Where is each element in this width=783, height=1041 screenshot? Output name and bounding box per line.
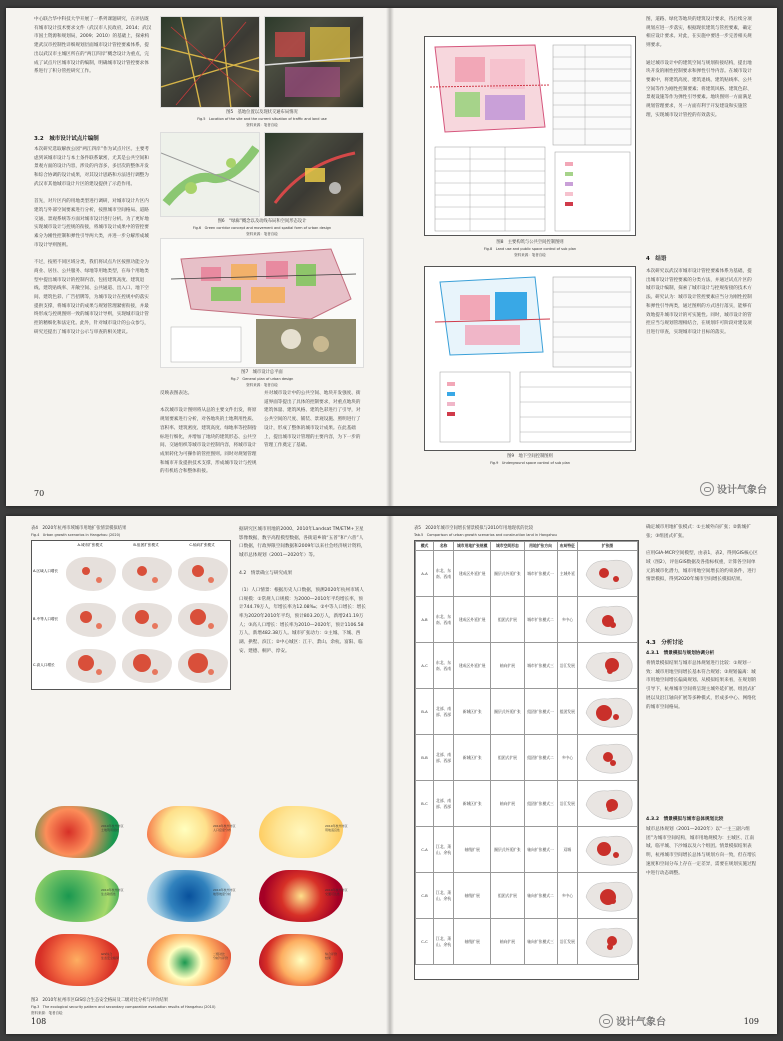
table-cell-c5: 轴向扩张模式二	[524, 873, 557, 919]
table5	[414, 540, 639, 980]
table-cell-code: A-B	[416, 597, 434, 643]
table-cell-c4: 轴向扩展	[491, 919, 524, 965]
table-cell-c5: 轴向扩张模式三	[524, 919, 557, 965]
wechat-icon-2	[599, 1014, 613, 1028]
table-cell-c3: 新城区扩张	[454, 781, 491, 827]
table-cell-map	[578, 689, 638, 735]
fig9-caption-en: Fig.9 Underground space control of sub plan	[490, 461, 570, 465]
table-cell-c4: 轴向扩展	[491, 643, 524, 689]
text-right-col: 图，道路、绿化等地块的建筑设计要求，待后续分项规划应进一步落实，根据现状建筑与管控要素，确定相应设计要求。对此，在实施中要进一步完善相关规则要求。 通过城市设计中的建筑空间与规划衔接结构，提出地块开发的刚性控制要求和弹性引导内容。在城市设计要素中，将建筑高度、建筑退线、建筑贴线率、公共空间等作为刚性控制要素；将建筑风格、建筑色彩、景观设施等作为弹性引导要素。地块图则一方面满足规划管理要求，另一方面有利于开发建设和实施管理，实现城市设计管控的有效落实。	[646, 17, 752, 118]
scenario-header-b: B.组团扩张模式	[133, 543, 159, 547]
table-cell-c3: 新城区扩张	[454, 735, 491, 781]
table-cell-c3: 建成区外延扩展	[454, 597, 491, 643]
page-71	[394, 8, 777, 506]
watermark-2	[599, 1013, 666, 1028]
heatmap-label: 2010年杭州市区 生态敏感性	[101, 888, 124, 896]
text-col2-bottom: 反映表图表达。 本次城市设计图则将从总的主要文件出发，将原规划要素进行分析，对各地块的土地利用性质、容积率、建筑密度、建筑高度、绿地率等控制指标进行细化，并增加了地块的建筑形态、公共空间、交通组织等城市设计控制内容，将城市设计成果转化为可操作的管控图则。同时对规划管理和城市开发提供技术支撑，形成城市设计与控规的有机结合和整体衔接。	[160, 391, 257, 475]
table-cell-c4: 轴向扩展	[491, 781, 524, 827]
section-heading-3-2: 3.2 城市设计试点片编制	[34, 136, 99, 142]
fig8-source: 资料来源：笔者自绘	[514, 253, 546, 257]
scenario-map	[174, 551, 231, 595]
table-cell-c5: 轴向扩张模式一	[524, 827, 557, 873]
fig5-map-left	[160, 16, 260, 108]
watermark-text: 设计气象台	[717, 485, 767, 496]
table-row	[416, 597, 638, 643]
page-number: 70	[34, 489, 45, 498]
fig8-caption-en: Fig.8 Land use and public space control of sub plan	[483, 247, 577, 251]
fig7-caption-en: Fig.7 General plan of urban design	[230, 377, 294, 381]
heatmap	[31, 866, 123, 926]
heatmap	[31, 930, 123, 990]
table-row	[416, 689, 638, 735]
master-plan-icon	[161, 239, 364, 368]
table-cell-c5: 组团扩张模式三	[524, 781, 557, 827]
table4-title: 表4 2020年杭州市域城市用地扩张情景模拟结果	[31, 526, 127, 531]
table-cell-map	[578, 735, 638, 781]
table-cell-c4: 组团式扩展	[491, 873, 524, 919]
table-cell-map	[578, 873, 638, 919]
section-heading-4-3-1: 4.3.1 情景模拟与规划协调分析	[646, 651, 715, 656]
table-row	[416, 827, 638, 873]
expansion-map-icon	[580, 829, 636, 869]
th-map: 扩张图	[578, 542, 638, 551]
heatmap-label: 2010年杭州市区 地形坡度分析	[213, 888, 236, 896]
scenario-row-a: A.区域人口增长	[33, 569, 59, 573]
table5-title: 表5 2020年城市空间增长情景模拟与2010年用地现状的比较	[414, 526, 534, 531]
table-cell-code: B-B	[416, 735, 434, 781]
fig8-control-plan	[424, 36, 636, 236]
fig7-source: 资料来源：笔者自绘	[246, 383, 278, 387]
fig3-caption: 图3 2010年杭州市区GIS综合生态安全格局及二级对比分析与评价结果	[31, 998, 169, 1003]
table5-title-en: Tab.5 Comparison of urban growth scenarios and construction land in Hangzhou	[414, 533, 557, 537]
table-cell-c6: 沿江发展	[557, 643, 577, 689]
table-cell-c5: 组团扩张模式二	[524, 735, 557, 781]
scenario-map	[62, 643, 120, 687]
fig5-caption: 图5 基地位置以及现状交通布局情况	[226, 110, 298, 115]
table-cell-c6: 多中心	[557, 597, 577, 643]
scenario-map	[174, 597, 231, 641]
table-cell-c6: 多中心	[557, 735, 577, 781]
table-cell-code: C-C	[416, 919, 434, 965]
table-row	[416, 781, 638, 827]
table-cell-c3: 建成区外延扩展	[454, 643, 491, 689]
table-row	[416, 919, 638, 965]
expansion-map-icon	[580, 783, 636, 823]
control-plan-map-icon	[425, 37, 636, 236]
table-cell-c3: 轴线扩展	[454, 873, 491, 919]
table-row	[416, 643, 638, 689]
table-cell-name: 东北、东南、西南	[434, 551, 454, 597]
table-cell-code: C-B	[416, 873, 434, 919]
table-cell-c5: 城市扩张模式二	[524, 597, 557, 643]
fig6-caption-en: Fig.6 Green corridor concept and movement and spatial form of urban design	[192, 226, 332, 230]
heatmap	[255, 802, 347, 862]
scenario-header-c: C.轴向扩张模式	[189, 543, 215, 547]
spine-2	[386, 516, 394, 1034]
table-cell-code: A-A	[416, 551, 434, 597]
spatial-form-icon	[265, 133, 364, 217]
th-mode: 模式	[416, 542, 434, 551]
fig3-source: 资料来源：笔者自绘	[31, 1011, 63, 1015]
table-cell-c3: 轴线扩展	[454, 827, 491, 873]
table-cell-name: 江北、萧山、余杭	[434, 827, 454, 873]
expansion-map-icon	[580, 875, 636, 915]
fig9-caption: 图9 地下空间控制图则	[507, 454, 553, 459]
text-109-col2: 将情景模拟结果与城市总体规划进行比较：①规划一致：城市用地空间增长基本符合规划；②规划偏离：城市用地空间增长偏离规划。从模拟结果来看，在规划的引导下，杭州城市空间将呈现主城外延扩展、组团式扩展以及沿江轴向扩展等多种模式，形成多中心、网络化的城市空间格局。	[646, 661, 757, 710]
scenario-row-c: C.高人口增长	[33, 663, 55, 667]
table-cell-c4: 组团式扩展	[491, 597, 524, 643]
table-cell-c4: 圈层式外延扩张	[491, 689, 524, 735]
table-cell-name: 东北、东南、西南	[434, 597, 454, 643]
table-cell-code: B-A	[416, 689, 434, 735]
table-cell-code: A-C	[416, 643, 434, 689]
table-cell-map	[578, 919, 638, 965]
text-109-col1: 确定城市用地扩张模式：①主城外向扩张；②新城扩张；③组团式扩张。 应用GIA-MCR空间模型，由表1，表2，得到GIS核心区域（图2），评估GIS数据及各指标权重，计算各空间单元的城市化潜力，城市用地空间增长的约束条件，进行情景模拟，得到2020年城市空间增长模拟结果。	[646, 525, 758, 583]
table-cell-map	[578, 551, 638, 597]
table-cell-c6: 沿江发展	[557, 919, 577, 965]
th-name: 名称	[434, 542, 454, 551]
fig7-master-plan	[160, 238, 364, 368]
fig5-caption-en: Fig.5 Location of the site and the current situation of traffic and land use	[197, 117, 327, 121]
page-70	[6, 8, 390, 506]
scenario-grid	[31, 540, 231, 690]
landuse-map-icon	[265, 17, 364, 108]
table-cell-c3: 轴线扩展	[454, 919, 491, 965]
heatmap	[143, 930, 235, 990]
section-heading-4-3-2: 4.3.2 情景模拟与城市总体规划比较	[646, 817, 724, 822]
scenario-row-b: B.中等人口增长	[33, 617, 59, 621]
watermark-text-2: 设计气象台	[616, 1017, 666, 1028]
th-scale: 城市用地扩张规模	[454, 542, 491, 551]
heatmap-label: 二级对比 分析与评价	[213, 952, 229, 960]
table-row	[416, 873, 638, 919]
table-cell-name: 江北、萧山、余杭	[434, 873, 454, 919]
expansion-map-icon	[580, 737, 636, 777]
th-form: 城市空间形态	[491, 542, 524, 551]
scenario-map	[62, 551, 120, 595]
text-108-col: 据研究区城市用地的2000、2010年Landsat TM/ETM+卫星影像数据，数字高程模型数据，各街道乡镇“五普”和“六普”人口数据，行政界限空间数据和2009年以来社会经济统计资料，城市总体规划（2001—2020年）等。 4.2 情景确立与研究成果 （1）人口情景：根据历史人口数据，预测2020年杭州市域人口规模：①常规人口规模：为2000—2010年平均增长率，预计744.79万人，年增长率为12.08‰；②中等人口增长：增长率为2020年2010年平均，预计803.20万人，新增241.19万人；③高人口增长：增长率为2010—2020年，预计1106.58万人，新增482.38万人。城市扩张动力：①主城、下城、西湖、拱墅、滨江；②中心城区：江干、萧山、余杭、富阳、临安、建德、桐庐、淳安。	[239, 527, 366, 654]
comparison-table	[415, 541, 638, 965]
table-cell-c3: 新城区扩张	[454, 689, 491, 735]
table-cell-c4: 圈层式外延扩张	[491, 551, 524, 597]
table-cell-c4: 组团式扩展	[491, 735, 524, 781]
heatmap	[31, 802, 123, 862]
scenario-map	[62, 597, 120, 641]
text-col1-top: 中心联合华中科技大学开展了一系列课题研究，在评估既有城市设计技术要求文件（武汉市人民政府，2014；武汉市国土资源和规划局，2009；2010）的基础上，探索构建武汉市控制性详细规划层面城市设计管控要素体系，提出以武汉市主城区所在的“两江四岸”概念设计为重点，完成了试点片区城市设计的编制，明确城市设计管控要求体系进行了积分管控研究工作。	[34, 17, 152, 75]
table-row	[416, 735, 638, 781]
text-col1-body: 本次研究选取解放公园“两江四岸”作为试点片区。主要考虑到该城市设计与本土条件联系紧密，尤其是公共空间和景观方面的设计内容，涉及的内容多，多层次的整体开发和综合协调的设计成果，对其设计思路和方法进行调整为武汉市其他城市设计片区的建设提供了示范作用。 首先，对片区内的用地类型进行调研，对城市设计片区内建筑与外部空间要素进行分析，按照城市空间格局、道路交通、景观系统等方面对城市设计进行分析。为了更好地实现城市设计与控规的衔接，将城市设计成果中的管控要素分为刚性控制和弹性引导两大类，并进一步分解形成城市设计导则图则。 不过，按照不同区域分类，我们将试点片区按照功能分为商业、居住、公共服务、绿地等用地类型，在每个用地类型中提出城市设计的控制内容，包括建筑高度、建筑退线、建筑贴线率、开敞空间、公共通道、出入口、地下空间、建筑色彩、广告招牌等，为城市设计在控规中的落实提供支撑，将城市设计的成果与规划管理紧密衔接，并最终形成与控规图则一致的城市设计导则，实现城市设计管控的精细化和法定化。此外，针对城市设计的公众参与，研究还提出了城市设计公示与审查的相关建议。	[34, 147, 150, 335]
table-cell-c5: 组团扩张模式一	[524, 689, 557, 735]
fig5-map-right	[264, 16, 364, 108]
table-cell-name: 北部、南部、西部	[434, 781, 454, 827]
fig6-caption: 图6 “绿廊”概念以及动线布局和空间形态设计	[217, 219, 307, 224]
table-cell-map	[578, 781, 638, 827]
scenario-map	[174, 643, 231, 687]
table-cell-c6: 沿江发展	[557, 781, 577, 827]
th-direction: 用地扩张方向	[524, 542, 557, 551]
table-cell-c5: 城市扩张模式三	[524, 643, 557, 689]
spine	[386, 8, 394, 506]
heatmap-label: GIS综合 生态安全格局	[101, 952, 120, 960]
table-cell-name: 北部、南部、西部	[434, 735, 454, 781]
fig6-source: 资料来源：笔者自绘	[246, 232, 278, 236]
heatmap	[143, 802, 235, 862]
heatmap	[255, 866, 347, 926]
wechat-icon	[700, 482, 714, 496]
table-cell-map	[578, 597, 638, 643]
table-row	[416, 551, 638, 597]
page-108	[6, 516, 390, 1034]
table-cell-c4: 圈层式外延扩张	[491, 827, 524, 873]
scenario-map	[118, 551, 176, 595]
heatmap	[255, 930, 347, 990]
section-heading-4-3: 4.3 分析讨论	[646, 640, 684, 646]
table-cell-code: B-C	[416, 781, 434, 827]
expansion-map-icon	[580, 691, 636, 731]
spread-bottom	[6, 516, 777, 1034]
page-number-108: 108	[31, 1017, 47, 1026]
expansion-map-icon	[580, 553, 636, 593]
table-cell-code: C-A	[416, 827, 434, 873]
fig8-caption: 图8 主要构筑与公共空间控制图则	[496, 240, 564, 245]
heatmap-label: 综合评价 结果	[325, 952, 338, 960]
table-cell-c6: 主城外延	[557, 551, 577, 597]
scenario-header-a: A.城市扩张模式	[77, 543, 103, 547]
fig6-concept-left	[160, 132, 260, 217]
table-cell-map	[578, 827, 638, 873]
heatmap-label: 2010年杭州市区 人口密度分布	[213, 824, 236, 832]
section-heading-4: 4 结语	[646, 256, 667, 262]
table-cell-name: 东北、东南、西南	[434, 643, 454, 689]
heatmap-label: 2010年杭州市区 用地适宜性	[325, 824, 348, 832]
scenario-map	[118, 643, 176, 687]
green-corridor-icon	[161, 133, 260, 217]
fig6-concept-right	[264, 132, 364, 217]
fig5-source: 资料来源：笔者自绘	[246, 123, 278, 127]
table-cell-c6: 双城	[557, 827, 577, 873]
expansion-map-icon	[580, 599, 636, 639]
table-cell-name: 北部、南部、西部	[434, 689, 454, 735]
road-network-icon	[161, 17, 260, 108]
table-cell-c3: 建成区外延扩展	[454, 551, 491, 597]
watermark	[700, 481, 767, 496]
table4-title-en: Fig.4 Urban growth scenarios in Hangzhou (2020)	[31, 533, 121, 537]
table-cell-c6: 组团发展	[557, 689, 577, 735]
text-right-conclusion: 本次研究以武汉市城市设计管控要素体系为基础，提出城市设计管控要素的分类方法，并通过试点片区的城市设计编制，探索了城市设计与控规衔接的技术方法。研究认为：城市设计管控要素应当分为刚性控制和弹性引导两类，通过图则的方式进行落实，能够有效地提升城市设计的可实施性。同时，城市设计的管控应当与规划管理相结合，在规划许可阶段对建设项目进行审查，实现城市设计目标的落实。	[646, 269, 752, 335]
table-cell-name: 江北、萧山、余杭	[434, 919, 454, 965]
table-header-row	[416, 542, 638, 551]
page-109	[394, 516, 777, 1034]
spread-top	[6, 8, 777, 506]
fig9-underground-plan	[424, 266, 636, 451]
table-cell-map	[578, 643, 638, 689]
fig7-caption: 图7 城市设计总平面	[241, 370, 283, 375]
page-number-109: 109	[743, 1017, 759, 1026]
fig3-caption-en: Fig.3 The ecological security pattern and secondary comparative evaluation results of Hangzhou (2010)	[31, 1005, 216, 1009]
table-cell-c6: 多中心	[557, 873, 577, 919]
text-col3-bottom: 并对城市设计中的公共空间、地块开发强度、街道界面等提出了具体的控制要求，对重点地块的建筑体量、建筑风格、建筑色彩进行了引导，对公共空间的尺度、铺装、景观设施、照明进行了设计，形成了整体的城市设计成果。在此基础上，提出城市设计管理的主要内容，为下一步的管理工作奠定了基础。	[264, 391, 361, 449]
expansion-map-icon	[580, 921, 636, 961]
heatmap	[143, 866, 235, 926]
th-layout: 布局特征	[557, 542, 577, 551]
heatmap-label: 2010年杭州市区 交通可达性	[325, 888, 348, 896]
text-109-col3: 城市总体规划（2001—2020年）以“一主三副六组团”为城市空间结构，城市用地规模为：主城区、江南城、临平城、下沙城以及六个组团。情景模拟结果表明，杭州城市空间增长总体与规划方向一致，但在增长速度和空间分布上存在一定差异，需要在规划实施过程中进行动态调整。	[646, 827, 757, 876]
table-cell-c5: 城市扩张模式一	[524, 551, 557, 597]
expansion-map-icon	[580, 645, 636, 685]
scenario-map	[118, 597, 176, 641]
heatmap-label: 2010年杭州市区 土地利用现状	[101, 824, 124, 832]
underground-map-icon	[425, 267, 636, 451]
